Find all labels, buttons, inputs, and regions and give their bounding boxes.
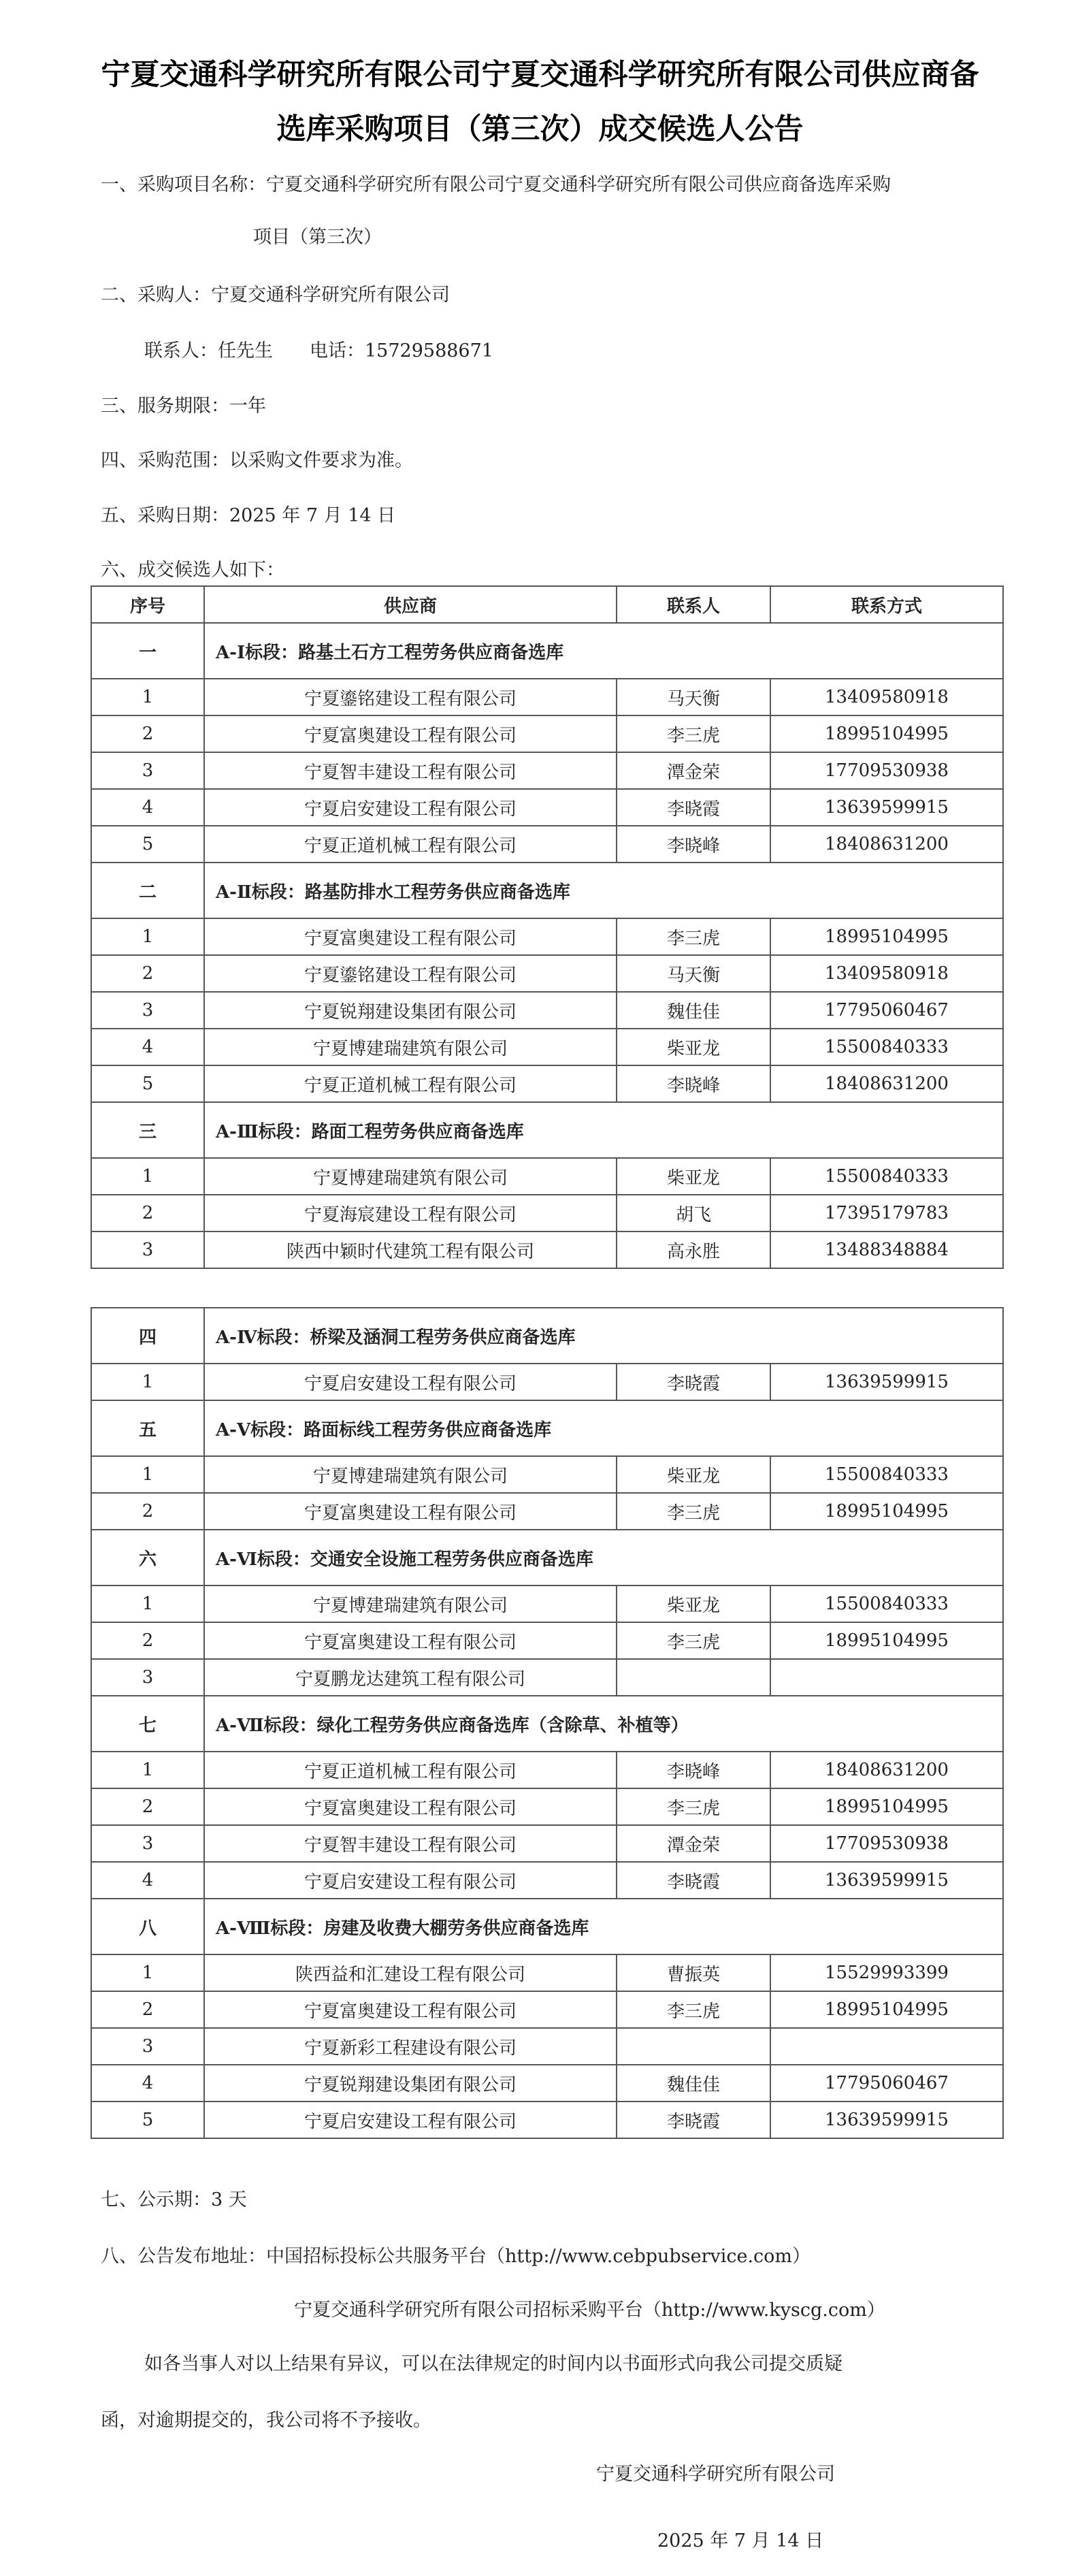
- row-supplier: 宁夏博建瑞建筑有限公司: [204, 1158, 617, 1195]
- row-supplier: 宁夏富奥建设工程有限公司: [204, 1493, 617, 1530]
- page-title-line2: 选库采购项目（第三次）成交候选人公告: [276, 112, 804, 146]
- row-seq: 1: [91, 1456, 204, 1493]
- row-contact-phone: 17795060467: [770, 992, 1003, 1029]
- table-row: [91, 2102, 1003, 2138]
- lot-title: A-Ⅰ标段：路基土石方工程劳务供应商备选库: [204, 623, 1003, 679]
- row-contact-person: 柴亚龙: [617, 1158, 770, 1195]
- header-seq: 序号: [91, 586, 204, 623]
- row-contact-phone: 17709530938: [770, 1825, 1003, 1862]
- lot-number: 五: [91, 1400, 204, 1456]
- table-row: [91, 1195, 1003, 1231]
- row-contact-person: [617, 2028, 770, 2065]
- row-contact-person: 马天衡: [617, 955, 770, 992]
- row-contact-phone: 13639599915: [770, 789, 1003, 826]
- row-supplier: 宁夏正道机械工程有限公司: [204, 826, 617, 863]
- row-contact-person: 潭金荣: [617, 1825, 770, 1862]
- row-contact-person: 李晓峰: [617, 826, 770, 863]
- row-contact-phone: 18995104995: [770, 1991, 1003, 2028]
- row-seq: 2: [91, 1622, 204, 1659]
- row-supplier: 宁夏鎏铭建设工程有限公司: [204, 955, 617, 992]
- lot-title: A-Ⅲ标段：路面工程劳务供应商备选库: [204, 1102, 1003, 1158]
- lot-section-row: [91, 1530, 1003, 1585]
- row-supplier: 宁夏博建瑞建筑有限公司: [204, 1456, 617, 1493]
- header-contact-person: 联系人: [617, 586, 770, 623]
- row-contact-person: 李三虎: [617, 715, 770, 752]
- objection-line2: 函，对逾期提交的，我公司将不予接收。: [101, 2410, 431, 2431]
- row-contact-person: 李晓峰: [617, 1752, 770, 1788]
- row-supplier: 陕西中颖时代建筑工程有限公司: [204, 1231, 617, 1268]
- row-seq: 4: [91, 2065, 204, 2102]
- row-contact-phone: [770, 2028, 1003, 2065]
- row-seq: 2: [91, 715, 204, 752]
- row-supplier: 宁夏新彩工程建设有限公司: [204, 2028, 617, 2065]
- row-contact-phone: 15500840333: [770, 1158, 1003, 1195]
- row-supplier: 宁夏博建瑞建筑有限公司: [204, 1585, 617, 1622]
- header-contact-phone: 联系方式: [770, 586, 1003, 623]
- row-supplier: 宁夏启安建设工程有限公司: [204, 2102, 617, 2138]
- row-seq: 1: [91, 1158, 204, 1195]
- row-supplier: 宁夏正道机械工程有限公司: [204, 1065, 617, 1102]
- row-contact-phone: 13639599915: [770, 1364, 1003, 1400]
- table-row: [91, 1158, 1003, 1195]
- table-row: [91, 1364, 1003, 1400]
- table-row: [91, 826, 1003, 863]
- candidates-table-part1: [91, 585, 1004, 1269]
- row-seq: 4: [91, 1029, 204, 1065]
- row-contact-person: 柴亚龙: [617, 1585, 770, 1622]
- row-supplier: 宁夏正道机械工程有限公司: [204, 1752, 617, 1788]
- publish-address-line2: 宁夏交通科学研究所有限公司招标采购平台（http://www.kyscg.com）: [294, 2300, 885, 2321]
- row-contact-phone: 13639599915: [770, 1862, 1003, 1899]
- row-contact-person: 李晓霞: [617, 1862, 770, 1899]
- lot-section-row: [91, 1696, 1003, 1752]
- table-row: [91, 2028, 1003, 2065]
- table-row: [91, 679, 1003, 715]
- row-contact-phone: 17395179783: [770, 1195, 1003, 1231]
- lot-number: 二: [91, 863, 204, 918]
- signature-date: 2025 年 7 月 14 日: [657, 2530, 824, 2551]
- table-row: [91, 1493, 1003, 1530]
- row-contact-phone: 13639599915: [770, 2102, 1003, 2138]
- project-name-line1: 一、采购项目名称：宁夏交通科学研究所有限公司宁夏交通科学研究所有限公司供应商备选库采购: [101, 174, 891, 195]
- page-title-line1: 宁夏交通科学研究所有限公司宁夏交通科学研究所有限公司供应商备: [101, 58, 979, 92]
- row-contact-person: 李晓霞: [617, 1364, 770, 1400]
- row-supplier: 宁夏锐翔建设集团有限公司: [204, 2065, 617, 2102]
- row-seq: 5: [91, 2102, 204, 2138]
- table-row: [91, 955, 1003, 992]
- signature-company: 宁夏交通科学研究所有限公司: [596, 2464, 835, 2485]
- lot-section-row: [91, 863, 1003, 918]
- row-supplier: 宁夏富奥建设工程有限公司: [204, 918, 617, 955]
- row-supplier: 宁夏博建瑞建筑有限公司: [204, 1029, 617, 1065]
- row-supplier: 陕西益和汇建设工程有限公司: [204, 1954, 617, 1991]
- row-seq: 3: [91, 1659, 204, 1696]
- row-seq: 1: [91, 1752, 204, 1788]
- row-supplier: 宁夏锐翔建设集团有限公司: [204, 992, 617, 1029]
- row-contact-person: 李晓峰: [617, 1065, 770, 1102]
- row-contact-person: 李晓霞: [617, 789, 770, 826]
- row-seq: 1: [91, 1364, 204, 1400]
- lot-section-row: [91, 1400, 1003, 1456]
- row-contact-person: 高永胜: [617, 1231, 770, 1268]
- row-contact-phone: [770, 1659, 1003, 1696]
- lot-title: A-Ⅱ标段：路基防排水工程劳务供应商备选库: [204, 863, 1003, 918]
- table-row: [91, 992, 1003, 1029]
- row-contact-phone: 17795060467: [770, 2065, 1003, 2102]
- row-seq: 5: [91, 826, 204, 863]
- row-contact-person: 李三虎: [617, 1788, 770, 1825]
- row-seq: 3: [91, 1825, 204, 1862]
- row-seq: 2: [91, 1195, 204, 1231]
- contact-line: 联系人：任先生 电话：15729588671: [144, 340, 493, 361]
- row-seq: 3: [91, 992, 204, 1029]
- row-contact-phone: 13409580918: [770, 679, 1003, 715]
- row-supplier: 宁夏智丰建设工程有限公司: [204, 1825, 617, 1862]
- row-seq: 2: [91, 1991, 204, 2028]
- header-supplier: 供应商: [204, 586, 617, 623]
- row-contact-person: 胡飞: [617, 1195, 770, 1231]
- row-supplier: 宁夏启安建设工程有限公司: [204, 1862, 617, 1899]
- row-contact-phone: 18408631200: [770, 1752, 1003, 1788]
- table-row: [91, 1231, 1003, 1268]
- row-contact-person: 李三虎: [617, 1622, 770, 1659]
- table-row: [91, 1029, 1003, 1065]
- row-seq: 2: [91, 1493, 204, 1530]
- row-contact-person: 李三虎: [617, 918, 770, 955]
- lot-number: 四: [91, 1308, 204, 1364]
- table-row: [91, 1752, 1003, 1788]
- row-seq: 1: [91, 1585, 204, 1622]
- row-supplier: 宁夏鎏铭建设工程有限公司: [204, 679, 617, 715]
- date-line: 五、采购日期：2025 年 7 月 14 日: [101, 505, 396, 526]
- row-contact-person: 潭金荣: [617, 752, 770, 789]
- row-seq: 4: [91, 1862, 204, 1899]
- lot-section-row: [91, 1899, 1003, 1954]
- row-supplier: 宁夏启安建设工程有限公司: [204, 789, 617, 826]
- lot-number: 八: [91, 1899, 204, 1954]
- table-row: [91, 1788, 1003, 1825]
- objection-line1: 如各当事人对以上结果有异议，可以在法律规定的时间内以书面形式向我公司提交质疑: [144, 2353, 842, 2374]
- table-row: [91, 789, 1003, 826]
- row-contact-person: [617, 1659, 770, 1696]
- lot-title: A-Ⅵ标段：交通安全设施工程劳务供应商备选库: [204, 1530, 1003, 1585]
- row-supplier: 宁夏富奥建设工程有限公司: [204, 1788, 617, 1825]
- row-contact-phone: 17709530938: [770, 752, 1003, 789]
- row-seq: 1: [91, 918, 204, 955]
- row-contact-phone: 18995104995: [770, 1788, 1003, 1825]
- row-contact-person: 马天衡: [617, 679, 770, 715]
- row-supplier: 宁夏智丰建设工程有限公司: [204, 752, 617, 789]
- row-supplier: 宁夏富奥建设工程有限公司: [204, 715, 617, 752]
- row-contact-phone: 18408631200: [770, 1065, 1003, 1102]
- project-name-line2: 项目（第三次）: [253, 227, 382, 248]
- lot-title: A-Ⅶ标段：绿化工程劳务供应商备选库（含除草、补植等）: [204, 1696, 1003, 1752]
- table-row: [91, 715, 1003, 752]
- lot-section-row: [91, 1308, 1003, 1364]
- lot-title: A-Ⅴ标段：路面标线工程劳务供应商备选库: [204, 1400, 1003, 1456]
- row-contact-phone: 15500840333: [770, 1585, 1003, 1622]
- row-contact-phone: 18408631200: [770, 826, 1003, 863]
- row-contact-phone: 15500840333: [770, 1029, 1003, 1065]
- scope-line: 四、采购范围：以采购文件要求为准。: [101, 450, 413, 471]
- row-supplier: 宁夏富奥建设工程有限公司: [204, 1622, 617, 1659]
- row-supplier: 宁夏海宸建设工程有限公司: [204, 1195, 617, 1231]
- row-contact-person: 李三虎: [617, 1493, 770, 1530]
- row-supplier: 宁夏鹏龙达建筑工程有限公司: [204, 1659, 617, 1696]
- table-row: [91, 1954, 1003, 1991]
- row-contact-person: 李晓霞: [617, 2102, 770, 2138]
- table-row: [91, 1991, 1003, 2028]
- row-contact-person: 魏佳佳: [617, 992, 770, 1029]
- row-seq: 2: [91, 1788, 204, 1825]
- table-row: [91, 752, 1003, 789]
- candidates-heading: 六、成交候选人如下：: [101, 560, 284, 581]
- row-seq: 1: [91, 679, 204, 715]
- table-row: [91, 2065, 1003, 2102]
- table-row: [91, 1065, 1003, 1102]
- lot-title: A-Ⅷ标段：房建及收费大棚劳务供应商备选库: [204, 1899, 1003, 1954]
- row-seq: 5: [91, 1065, 204, 1102]
- table-row: [91, 1862, 1003, 1899]
- row-contact-phone: 18995104995: [770, 715, 1003, 752]
- lot-section-row: [91, 623, 1003, 679]
- row-contact-phone: 18995104995: [770, 1493, 1003, 1530]
- table-row: [91, 1456, 1003, 1493]
- row-seq: 1: [91, 1954, 204, 1991]
- row-seq: 3: [91, 752, 204, 789]
- table-row: [91, 1622, 1003, 1659]
- row-contact-phone: 18995104995: [770, 1622, 1003, 1659]
- row-contact-phone: 15529993399: [770, 1954, 1003, 1991]
- row-seq: 3: [91, 2028, 204, 2065]
- public-period-line: 七、公示期：3 天: [101, 2189, 247, 2210]
- row-seq: 4: [91, 789, 204, 826]
- publish-address-line1: 八、公告发布地址：中国招标投标公共服务平台（http://www.cebpubservice.com）: [101, 2246, 811, 2267]
- table-row: [91, 1825, 1003, 1862]
- table-header-row: [91, 586, 1003, 623]
- row-contact-phone: 18995104995: [770, 918, 1003, 955]
- table-row: [91, 1659, 1003, 1696]
- lot-number: 七: [91, 1696, 204, 1752]
- row-contact-phone: 13409580918: [770, 955, 1003, 992]
- table-row: [91, 1585, 1003, 1622]
- lot-number: 三: [91, 1102, 204, 1158]
- row-contact-person: 柴亚龙: [617, 1456, 770, 1493]
- row-contact-person: 魏佳佳: [617, 2065, 770, 2102]
- lot-section-row: [91, 1102, 1003, 1158]
- lot-number: 六: [91, 1530, 204, 1585]
- service-period-line: 三、服务期限：一年: [101, 396, 266, 417]
- lot-number: 一: [91, 623, 204, 679]
- row-contact-person: 曹振英: [617, 1954, 770, 1991]
- row-contact-person: 柴亚龙: [617, 1029, 770, 1065]
- candidates-table-part2: [91, 1307, 1004, 2139]
- row-seq: 3: [91, 1231, 204, 1268]
- row-supplier: 宁夏启安建设工程有限公司: [204, 1364, 617, 1400]
- row-contact-phone: 13488348884: [770, 1231, 1003, 1268]
- row-contact-phone: 15500840333: [770, 1456, 1003, 1493]
- row-contact-person: 李三虎: [617, 1991, 770, 2028]
- buyer-line: 二、采购人：宁夏交通科学研究所有限公司: [101, 285, 450, 306]
- row-supplier: 宁夏富奥建设工程有限公司: [204, 1991, 617, 2028]
- row-seq: 2: [91, 955, 204, 992]
- table-row: [91, 918, 1003, 955]
- lot-title: A-Ⅳ标段：桥梁及涵洞工程劳务供应商备选库: [204, 1308, 1003, 1364]
